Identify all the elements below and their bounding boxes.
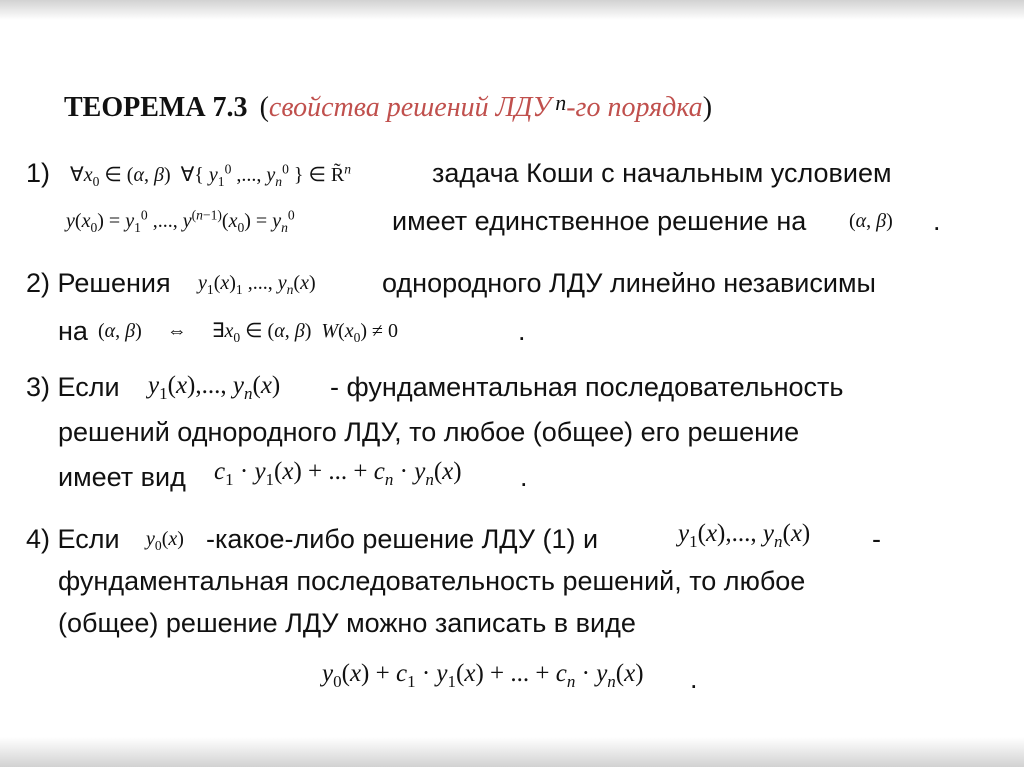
item-1-text-line-2: имеет единственное решение на [392,206,807,236]
item-2-text-line-2: на [58,316,88,346]
item-1-interval-formula: (α, β) [849,210,893,232]
bottom-gradient-band [0,737,1024,767]
item-2-solutions-formula: $y_1(x)_1$ ,..., $y_n(x)$ [198,272,316,297]
item-4-general-solution-formula: $y_0(x) + c_1 \cdot y_1(x)$ + ... + $c_n \cdot y_n(x)$ [322,660,644,691]
item-1-text-line-1: задача Коши с начальным условием [432,158,892,188]
item-1-period: . [933,206,941,236]
title-open-paren: ( [259,92,269,123]
item-3-general-solution-formula: $c_1 \cdot y_1(x)$ + ... + $c_n \cdot y_n(x)$ [214,458,462,489]
item-4-dash: - [872,524,881,554]
theorem-subtitle-part-1: свойства решений ЛДУ [268,92,552,123]
item-3-period: . [520,462,528,492]
item-3-text-line-3: имеет вид [58,462,186,492]
theorem-title: ТЕОРЕМА 7.3 [64,92,248,123]
item-4-fundamental-system-formula: $y_1(x)$,..., $y_n(x)$ [678,520,811,551]
item-3-text-line-1: - фундаментальная последовательность [330,372,844,402]
item-2-wronskian-formula: (α, β) ⇔ $\exists x_0$ ∈ (α, β) $W(x_0) \ne 0$ [98,320,399,345]
item-3-text-line-2: решений однородного ЛДУ, то любое (общее) его решение [58,417,800,447]
item-4-text-line-1: -какое-либо решение ЛДУ (1) и [206,524,599,554]
theorem-heading [64,92,712,124]
item-1-initial-condition-formula: $y(x_0) = y_1^0$ ,..., $y^{(n-1)}(x_0) = y_n^0$ [66,207,295,235]
item-1-number: 1) [26,158,51,188]
item-4-text-line-2: фундаментальная последовательность решений, то любое [58,566,806,596]
item-3-number: 3) Если [26,372,120,402]
item-4-period: . [690,664,698,694]
item-3-fundamental-system-formula: $y_1(x)$,..., $y_n(x)$ [148,372,281,403]
item-1-quantifier-formula: $\forall x_0$ ∈ (α, β) ∀{ $y_1^0$ ,..., $y_n^0$ } ∈ R̃$^n$ [70,161,352,189]
item-4-text-line-3: (общее) решение ЛДУ можно записать в виде [58,608,636,638]
item-2-text-line-1: однородного ЛДУ линейно независимы [382,268,876,298]
item-4-particular-solution-formula: $y_0(x)$ [146,528,184,553]
item-2-period: . [518,316,526,346]
order-n-symbol: n [555,90,567,115]
item-2-number: 2) Решения [26,268,171,298]
theorem-subtitle-part-2: -го порядка [566,92,703,123]
top-gradient-band [0,0,1024,20]
title-close-paren: ) [702,92,713,123]
item-4-number: 4) Если [26,524,120,554]
